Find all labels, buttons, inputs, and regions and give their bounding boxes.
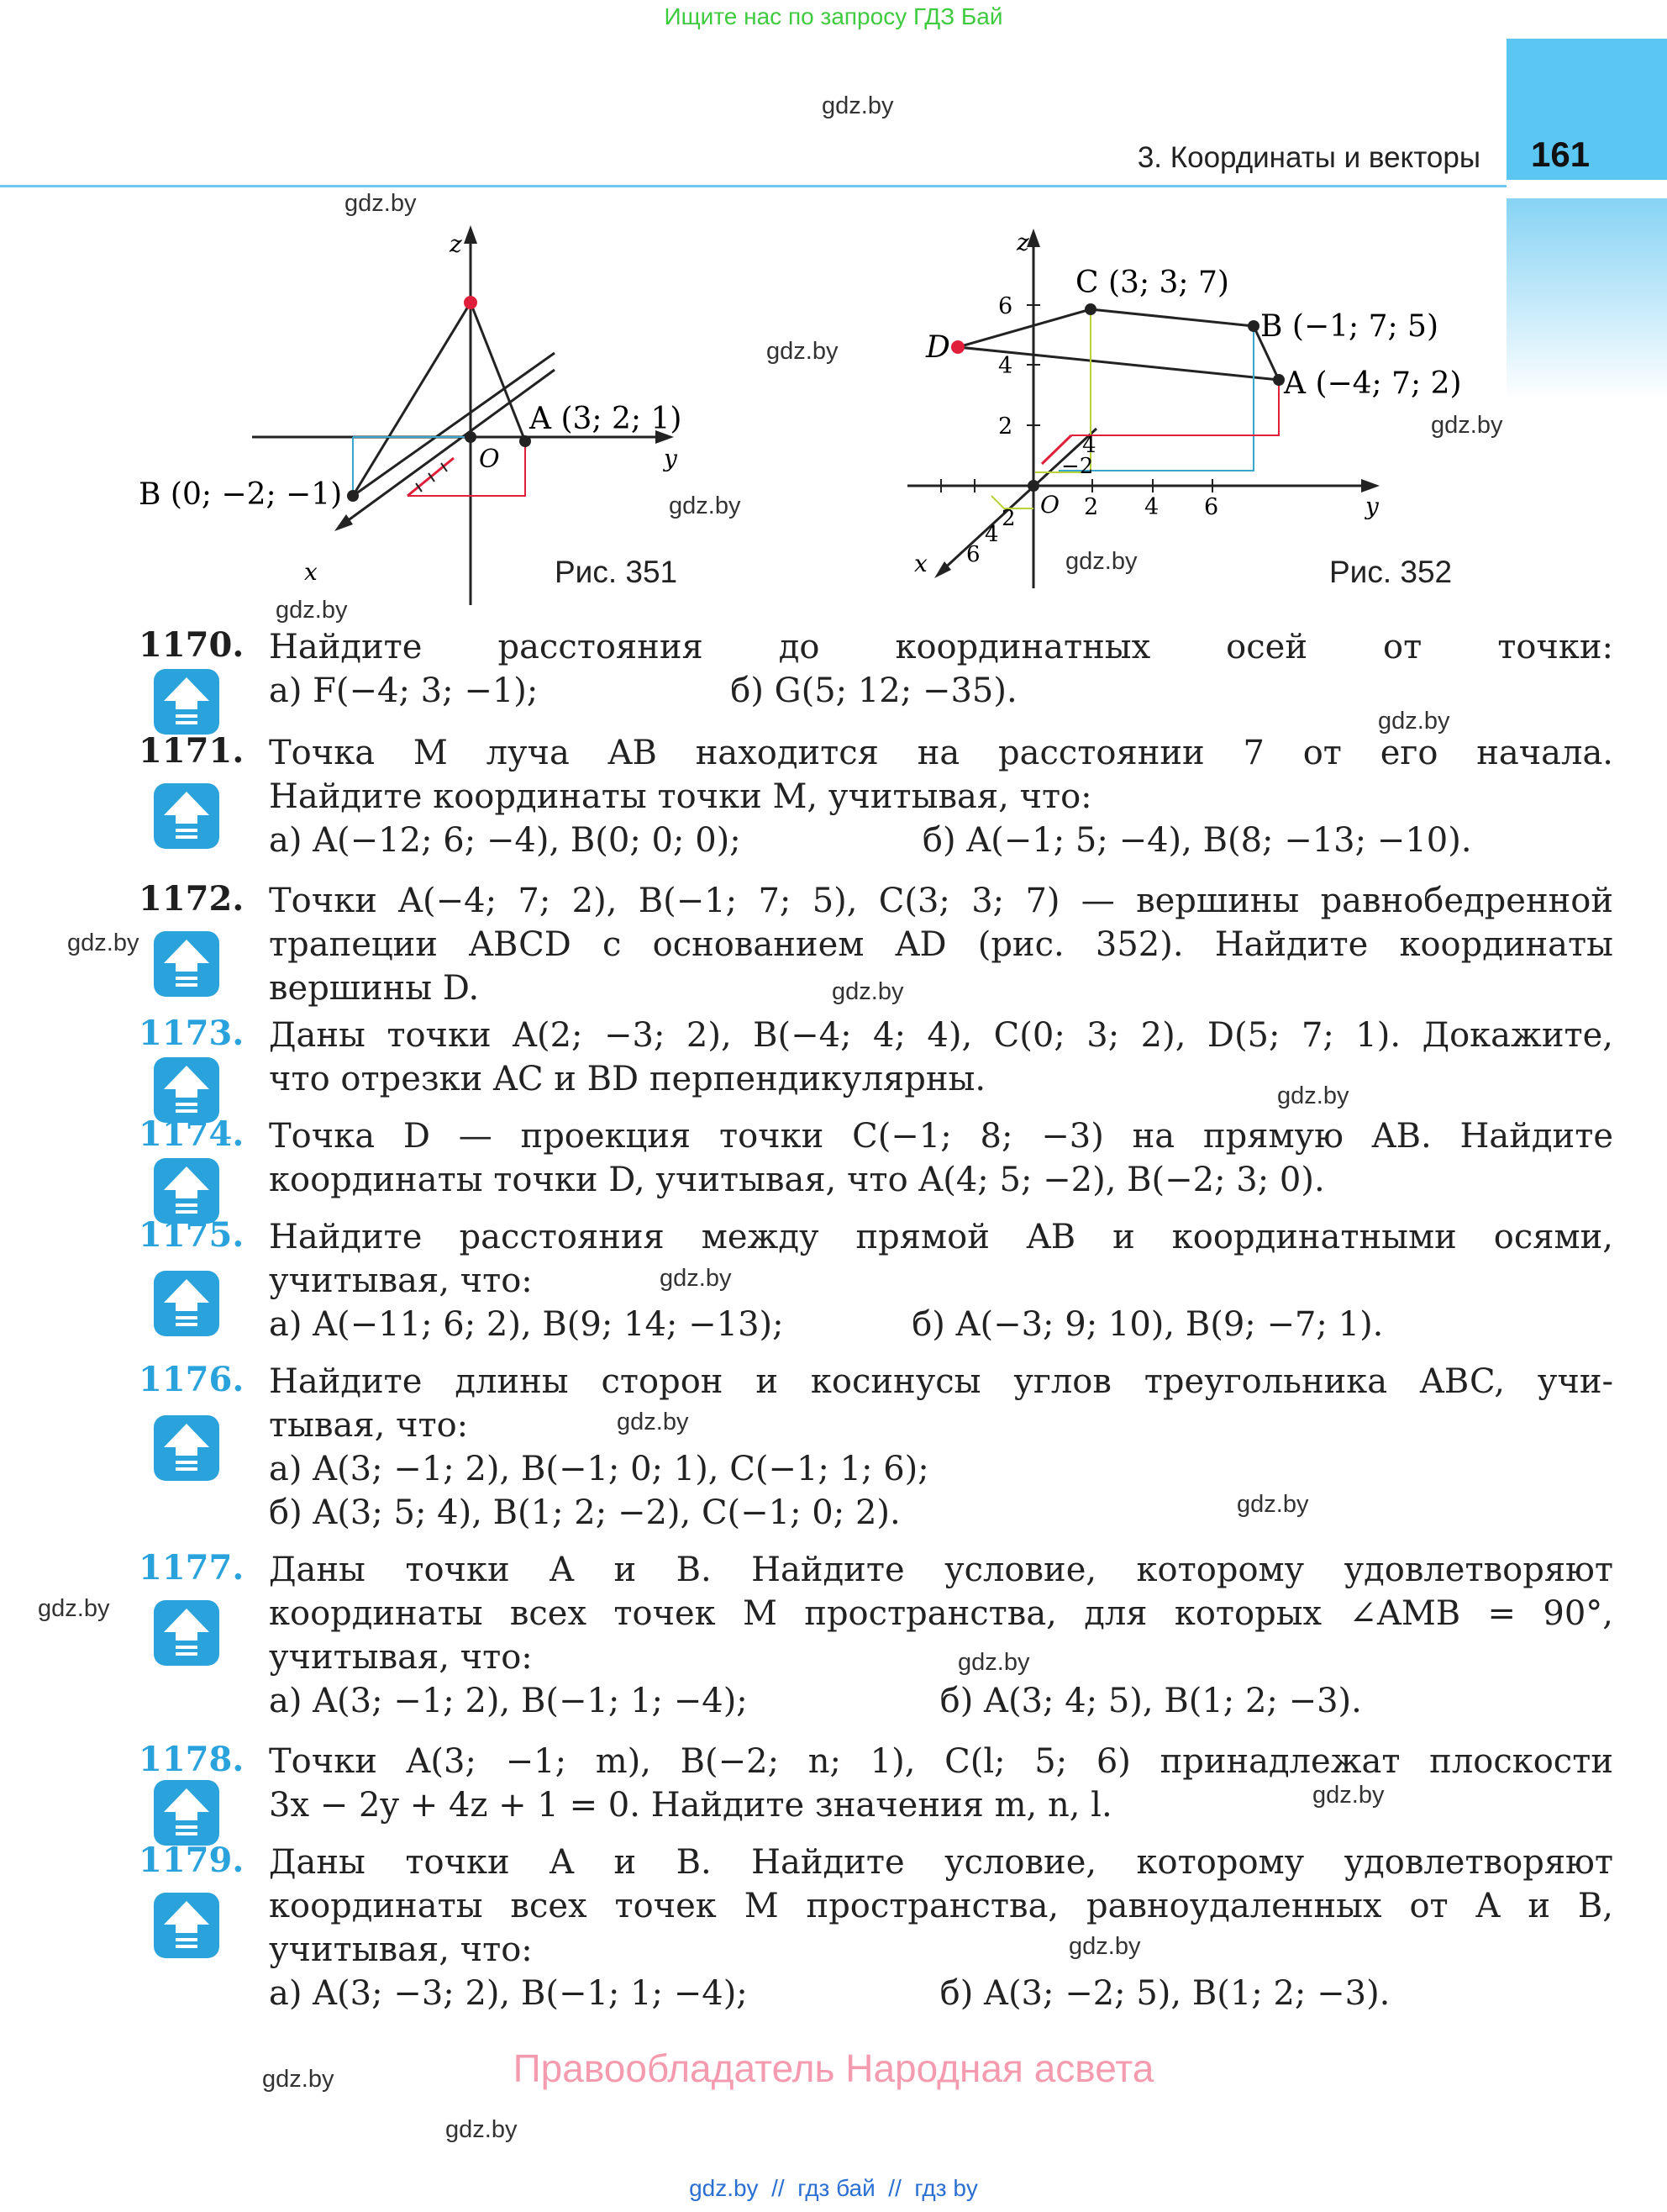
problem-line: тывая, что: bbox=[269, 1406, 469, 1445]
fig352-point-a bbox=[1273, 374, 1285, 386]
watermark: gdz.by bbox=[832, 978, 904, 1005]
problem-line: Найдите координаты точки M, учитывая, что: bbox=[269, 777, 1092, 816]
fig352-x-label: x bbox=[914, 550, 928, 577]
fig352-point-d bbox=[951, 340, 965, 354]
fig352-x-tick-4: 4 bbox=[985, 522, 999, 547]
problem-line: Найдите расстояния до координатных осей от точки: bbox=[269, 628, 1613, 666]
problem-line: учитывая, что: bbox=[269, 1261, 533, 1300]
watermark: gdz.by bbox=[766, 338, 839, 365]
up-arrow-icon[interactable] bbox=[154, 1057, 219, 1123]
watermark: gdz.by bbox=[38, 1595, 110, 1622]
up-arrow-icon[interactable] bbox=[154, 1893, 219, 1958]
problem-line: Точка M луча AB находится на расстоянии 7 от его начала. bbox=[269, 734, 1613, 772]
watermark: gdz.by bbox=[669, 492, 741, 519]
problem-number: 1179. bbox=[139, 1841, 245, 1880]
problem-number: 1176. bbox=[139, 1360, 245, 1399]
problem-line: координаты точки D, учитывая, что A(4; 5; −2), B(−2; 3; 0). bbox=[269, 1161, 1325, 1199]
fig352-z-tick-6: 6 bbox=[998, 293, 1013, 319]
fig352-caption: Рис. 352 bbox=[1329, 555, 1453, 589]
problem-number: 1177. bbox=[139, 1548, 245, 1588]
watermark: gdz.by bbox=[67, 930, 139, 956]
fig352-z-label: z bbox=[1017, 229, 1029, 256]
fig351-x-label: x bbox=[304, 558, 318, 586]
problem-line: учитывая, что: bbox=[269, 1638, 533, 1677]
problem-number: 1173. bbox=[139, 1014, 245, 1053]
fig352-neg-tick-2: −2 bbox=[1061, 454, 1094, 479]
watermark: gdz.by bbox=[276, 597, 348, 624]
fig352-a-label: A (−4; 7; 2) bbox=[1284, 366, 1462, 401]
up-arrow-icon[interactable] bbox=[154, 1271, 219, 1336]
up-arrow-icon[interactable] bbox=[154, 783, 219, 849]
page-number: 161 bbox=[1531, 134, 1591, 174]
problem-line: трапеции ABCD с основанием AD (рис. 352). Найдите координаты bbox=[269, 925, 1613, 964]
problem-line: учитывая, что: bbox=[269, 1930, 533, 1969]
problem-line: 3x − 2y + 4z + 1 = 0. Найдите значения m, n, l. bbox=[269, 1786, 1112, 1825]
fig351-point-a bbox=[519, 435, 531, 447]
fig352-y-tick-2: 2 bbox=[1084, 494, 1099, 520]
watermark: gdz.by bbox=[262, 2066, 334, 2093]
problem-line: а) A(3; −1; 2), B(−1; 1; −4); б) A(3; 4; 5), B(1; 2; −3). bbox=[269, 1682, 1362, 1720]
fig352-y-label: y bbox=[1365, 492, 1379, 520]
problem-line: а) A(−12; 6; −4), B(0; 0; 0); б) A(−1; 5; −4), B(8; −13; −10). bbox=[269, 821, 1472, 860]
problem-line: а) A(−11; 6; 2), B(9; 14; −13); б) A(−3; 9; 10), B(9; −7; 1). bbox=[269, 1305, 1384, 1344]
watermark: gdz.by bbox=[445, 2116, 518, 2143]
fig352-origin-dot bbox=[1028, 480, 1039, 492]
problem-line: вершины D. bbox=[269, 969, 480, 1008]
watermark: gdz.by bbox=[1431, 412, 1503, 439]
fig352-z-tick-4: 4 bbox=[998, 353, 1013, 379]
up-arrow-icon[interactable] bbox=[154, 1600, 219, 1666]
fig351-origin-dot bbox=[465, 431, 476, 443]
problem-number: 1172. bbox=[139, 879, 245, 919]
up-arrow-icon[interactable] bbox=[154, 669, 219, 735]
up-arrow-icon[interactable] bbox=[154, 1158, 219, 1224]
watermark: gdz.by bbox=[1312, 1782, 1385, 1809]
figure-352 bbox=[891, 219, 1496, 597]
copyright-notice: Правообладатель Народная асвета bbox=[513, 2046, 1154, 2090]
watermark: gdz.by bbox=[822, 92, 894, 119]
watermark: gdz.by bbox=[617, 1409, 689, 1435]
problem-line: а) A(3; −3; 2), B(−1; 1; −4); б) A(3; −2; 5), B(1; 2; −3). bbox=[269, 1974, 1391, 2013]
fig352-z-tick-2: 2 bbox=[998, 413, 1013, 440]
page-tab-fade bbox=[1507, 198, 1667, 400]
problem-line: Даны точки A и B. Найдите условие, которому удовлетворяют bbox=[269, 1843, 1613, 1882]
top-banner[interactable]: Ищите нас по запросу ГДЗ Бай bbox=[664, 3, 1003, 29]
problem-line: что отрезки AC и BD перпендикулярны. bbox=[269, 1060, 986, 1098]
fig352-y-tick-4: 4 bbox=[1144, 494, 1160, 520]
problem-line: Даны точки A и B. Найдите условие, которому удовлетворяют bbox=[269, 1551, 1613, 1589]
watermark: gdz.by bbox=[1378, 708, 1450, 735]
problem-line: а) A(3; −1; 2), B(−1; 0; 1), C(−1; 1; 6); bbox=[269, 1450, 929, 1488]
problem-line: Даны точки A(2; −3; 2), B(−4; 4; 4), C(0; 3; 2), D(5; 7; 1). Докажите, bbox=[269, 1016, 1613, 1055]
fig351-a-label: A (3; 2; 1) bbox=[529, 402, 682, 436]
footer-links[interactable]: gdz.by // гдз бай // гдз by bbox=[689, 2175, 978, 2201]
problem-line: Точки A(−4; 7; 2), B(−1; 7; 5), C(3; 3; 7) — вершины равнобедренной bbox=[269, 882, 1613, 920]
problem-number: 1175. bbox=[139, 1215, 245, 1255]
problem-line: Найдите расстояния между прямой AB и координатными осями, bbox=[269, 1218, 1613, 1256]
fig351-caption: Рис. 351 bbox=[555, 555, 678, 589]
problem-line: Точка D — проекция точки C(−1; 8; −3) на прямую AB. Найдите bbox=[269, 1117, 1613, 1156]
fig352-point-b bbox=[1248, 320, 1259, 332]
fig352-neg-tick-4: 4 bbox=[1082, 433, 1096, 458]
fig351-point-top bbox=[464, 296, 477, 309]
fig352-y-tick-6: 6 bbox=[1204, 494, 1219, 520]
problem-line: координаты всех точек M пространства, равноудаленных от A и B, bbox=[269, 1887, 1613, 1925]
up-arrow-icon[interactable] bbox=[154, 931, 219, 997]
fig351-origin-label: O bbox=[479, 445, 500, 474]
watermark: gdz.by bbox=[1277, 1082, 1349, 1109]
fig352-b-label: B (−1; 7; 5) bbox=[1260, 309, 1439, 344]
watermark: gdz.by bbox=[958, 1649, 1030, 1676]
fig352-x-tick-2: 2 bbox=[1002, 506, 1016, 531]
problem-number: 1178. bbox=[139, 1740, 245, 1779]
section-title: 3. Координаты и векторы bbox=[1137, 141, 1480, 174]
problem-number: 1170. bbox=[139, 625, 245, 665]
problem-number: 1174. bbox=[139, 1114, 245, 1154]
fig351-y-label: y bbox=[664, 445, 677, 472]
watermark: gdz.by bbox=[1065, 548, 1138, 575]
problem-line: а) F(−4; 3; −1); б) G(5; 12; −35). bbox=[269, 672, 1018, 710]
fig352-x-tick-6: 6 bbox=[966, 542, 981, 567]
fig352-c-label: C (3; 3; 7) bbox=[1075, 266, 1229, 300]
watermark: gdz.by bbox=[1069, 1933, 1141, 1960]
fig351-b-label: B (0; −2; −1) bbox=[139, 477, 343, 512]
watermark: gdz.by bbox=[1237, 1491, 1309, 1518]
problem-line: Точки A(3; −1; m), B(−2; n; 1), C(l; 5; 6) принадлежат плоскости bbox=[269, 1742, 1613, 1781]
fig351-z-label: z bbox=[450, 230, 462, 258]
fig352-d-label: D bbox=[926, 330, 950, 365]
watermark: gdz.by bbox=[344, 190, 417, 217]
up-arrow-icon[interactable] bbox=[154, 1780, 219, 1846]
fig352-origin-label: O bbox=[1040, 491, 1060, 519]
watermark: gdz.by bbox=[660, 1265, 732, 1292]
up-arrow-icon[interactable] bbox=[154, 1415, 219, 1481]
problem-line: Найдите длины сторон и косинусы углов треугольника ABC, учи- bbox=[269, 1362, 1613, 1401]
header-rule bbox=[0, 185, 1507, 187]
problem-line: б) A(3; 5; 4), B(1; 2; −2), C(−1; 0; 2). bbox=[269, 1493, 901, 1532]
problem-number: 1171. bbox=[139, 731, 245, 771]
fig351-point-b bbox=[347, 490, 359, 502]
problem-line: координаты всех точек M пространства, для которых ∠AMB = 90°, bbox=[269, 1594, 1613, 1633]
fig352-point-c bbox=[1085, 303, 1096, 315]
